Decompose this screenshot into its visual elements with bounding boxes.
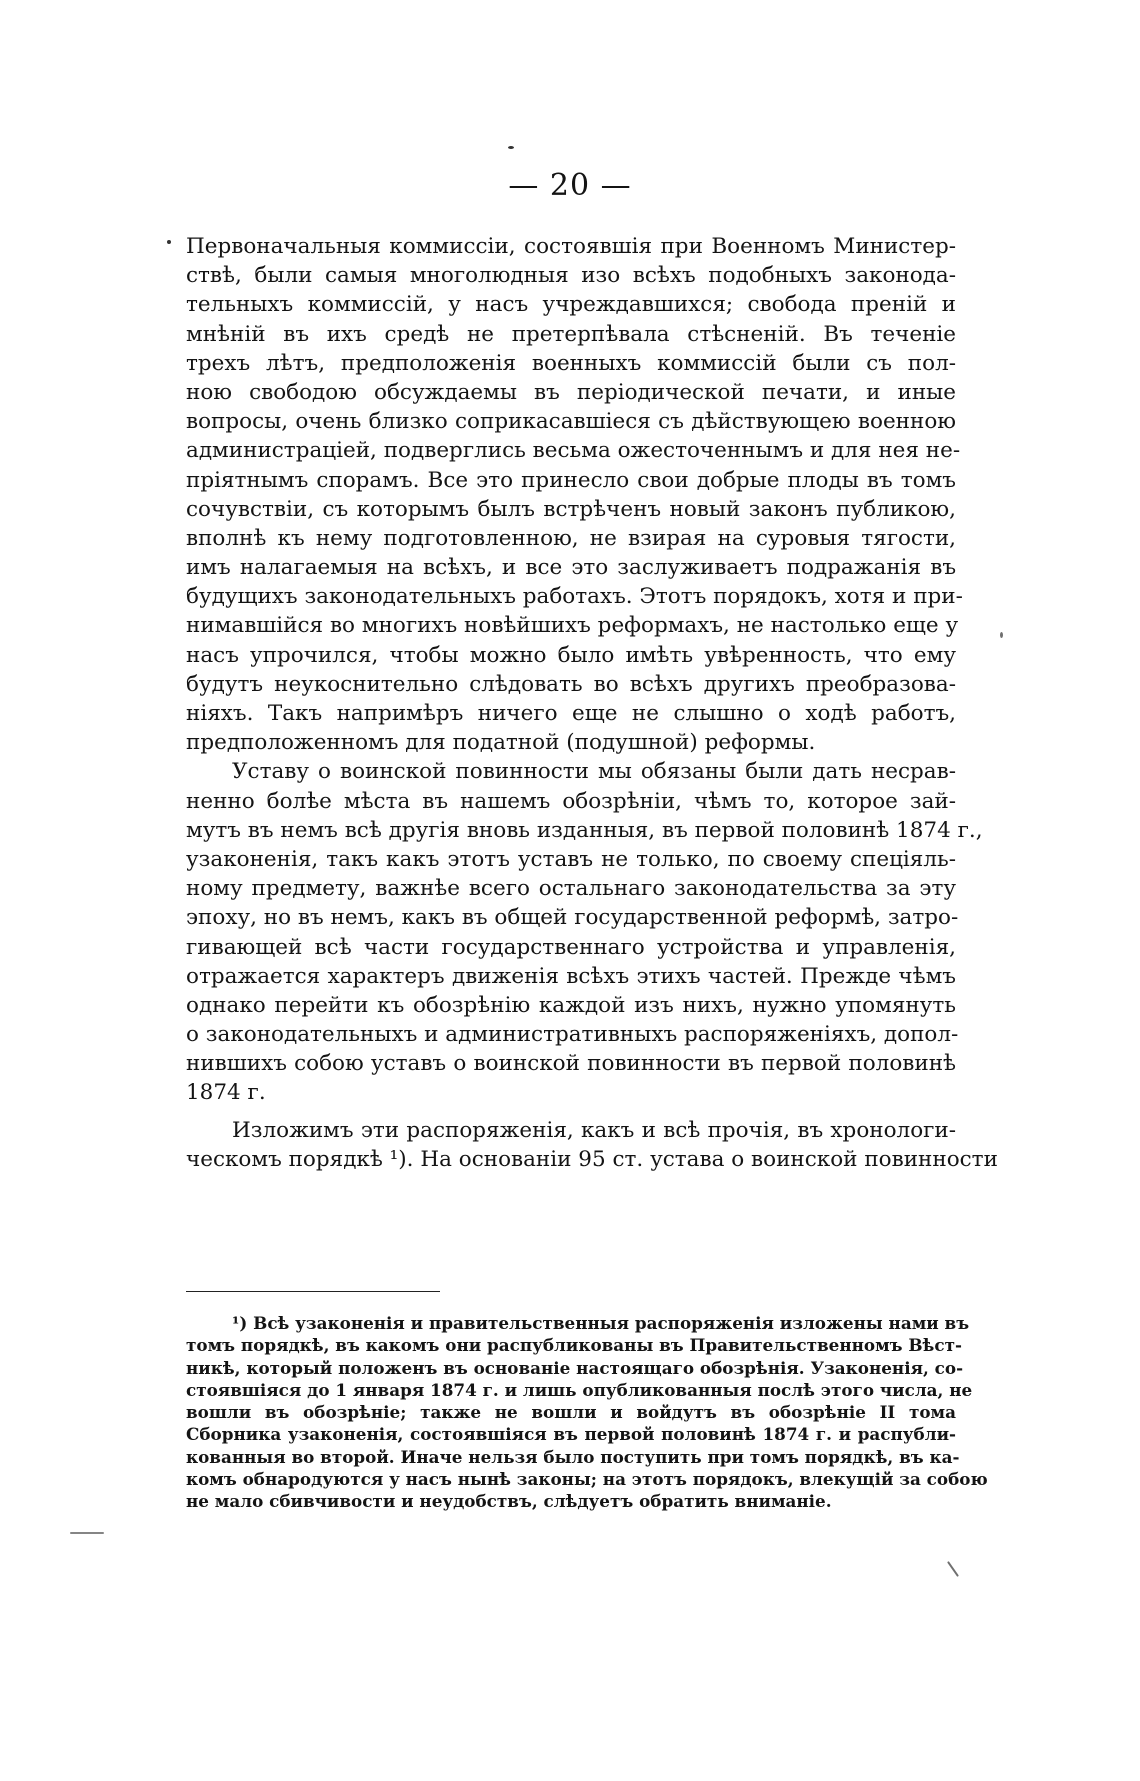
footnote-line: вошли въ обозрѣніе; также не вошли и войдутъ въ обозрѣніе II тома [186, 1402, 956, 1423]
text-line: пріятнымъ спорамъ. Все это принесло свои добрые плоды въ томъ [186, 467, 956, 493]
text-line: ческомъ порядкѣ ¹). На основаніи 95 ст. устава о воинской повинности [186, 1146, 998, 1172]
text-line: предположенномъ для податной (подушной) реформы. [186, 730, 816, 756]
text-line: ствѣ, были самыя многолюдныя изо всѣхъ подобныхъ законода- [186, 263, 956, 289]
page-number: — 20 — [508, 168, 632, 203]
text-line: будутъ неукоснительно слѣдовать во всѣхъ другихъ преобразова- [186, 671, 956, 697]
text-line: о законодательныхъ и административныхъ распоряженіяхъ, допол- [186, 1022, 959, 1048]
footnote-line: не мало сбивчивости и неудобствъ, слѣдуетъ обратить вниманіе. [186, 1491, 832, 1512]
scan-speck [508, 146, 514, 149]
text-line: имъ налагаемыя на всѣхъ, и все это заслуживаетъ подражанія въ [186, 555, 956, 581]
text-line: Изложимъ эти распоряженія, какъ и всѣ прочія, въ хронологи- [232, 1117, 956, 1143]
text-line: 1874 г. [186, 1080, 266, 1106]
text-line: нимавшійся во многихъ новѣйшихъ реформахъ, не настолько еще у [186, 613, 959, 639]
text-line: тельныхъ коммиссій, у насъ учреждавшихся; свобода преній и [186, 292, 956, 318]
footnote [186, 1312, 988, 1513]
text-line: вполнѣ къ нему подготовленною, не взирая на суровыя тягости, [186, 525, 956, 551]
footnote-line: ¹) Всѣ узаконенія и правительственныя распоряженія изложены нами въ [232, 1313, 970, 1333]
text-line: вопросы, очень близко соприкасавшіеся съ дѣйствующею военною [186, 409, 956, 435]
text-line: администраціей, подверглись весьма ожесточеннымъ и для нея не- [186, 438, 961, 464]
text-line: мутъ въ немъ всѣ другія вновь изданныя, въ первой половинѣ 1874 г., [186, 817, 983, 843]
scan-speck [947, 1561, 959, 1577]
text-line: Уставу о воинской повинности мы обязаны были дать несрав- [232, 759, 956, 785]
footnote-line: Сборника узаконенія, состоявшіяся въ первой половинѣ 1874 г. и распубли- [186, 1424, 956, 1445]
text-line: нившихъ собою уставъ о воинской повинности въ первой половинѣ [186, 1051, 956, 1077]
footnote-line: кованныя во второй. Иначе нельзя было поступить при томъ порядкѣ, въ ка- [186, 1446, 960, 1467]
footnote-divider [186, 1291, 440, 1292]
scan-speck [167, 240, 171, 244]
text-line: гивающей всѣ части государственнаго устройства и управленія, [186, 934, 956, 960]
text-line: отражается характеръ движенія всѣхъ этихъ частей. Прежде чѣмъ [186, 963, 956, 989]
text-line: эпоху, но въ немъ, какъ въ общей государственной реформѣ, затро- [186, 905, 959, 931]
text-line: ною свободою обсуждаемы въ періодической печати, и иные [186, 379, 956, 405]
text-line: ніяхъ. Такъ напримѣръ ничего еще не слышно о ходѣ работъ, [186, 701, 956, 726]
text-line: мнѣній въ ихъ средѣ не претерпѣвала стѣсненій. Въ теченіе [186, 321, 956, 347]
text-line: трехъ лѣтъ, предположенія военныхъ коммиссій были съ пол- [186, 350, 956, 376]
text-line: ному предмету, важнѣе всего остальнаго законодательства за эту [186, 876, 956, 902]
text-line: Первоначальныя коммиссіи, состоявшія при Военномъ Министер- [186, 234, 956, 259]
footnote-line: никѣ, который положенъ въ основаніе настоящаго обозрѣнія. Узаконенія, со- [186, 1357, 964, 1378]
footnote-line: томъ порядкѣ, въ какомъ они распубликованы въ Правительственномъ Вѣст- [186, 1335, 962, 1356]
text-line: узаконенія, такъ какъ этотъ уставъ не только, по своему спеціяль- [186, 846, 956, 872]
scan-speck [1000, 632, 1003, 638]
text-line: однако перейти къ обозрѣнію каждой изъ нихъ, нужно упомянуть [186, 992, 956, 1018]
text-line: сочувствіи, съ которымъ былъ встрѣченъ новый законъ публикою, [186, 496, 956, 522]
main-text [186, 232, 998, 1174]
footnote-line: стоявшіяся до 1 января 1874 г. и лишь опубликованныя послѣ этого числа, не [186, 1379, 973, 1400]
footnote-line: комъ обнародуются у насъ нынѣ законы; на этотъ порядокъ, влекущій за собою [186, 1469, 988, 1490]
scan-speck [70, 1532, 104, 1534]
text-line: ненно болѣе мѣста въ нашемъ обозрѣніи, чѣмъ то, которое зай- [186, 788, 956, 814]
text-line: будущихъ законодательныхъ работахъ. Этотъ порядокъ, хотя и при- [186, 584, 963, 610]
text-line: насъ упрочился, чтобы можно было имѣть увѣренность, что ему [186, 642, 956, 668]
